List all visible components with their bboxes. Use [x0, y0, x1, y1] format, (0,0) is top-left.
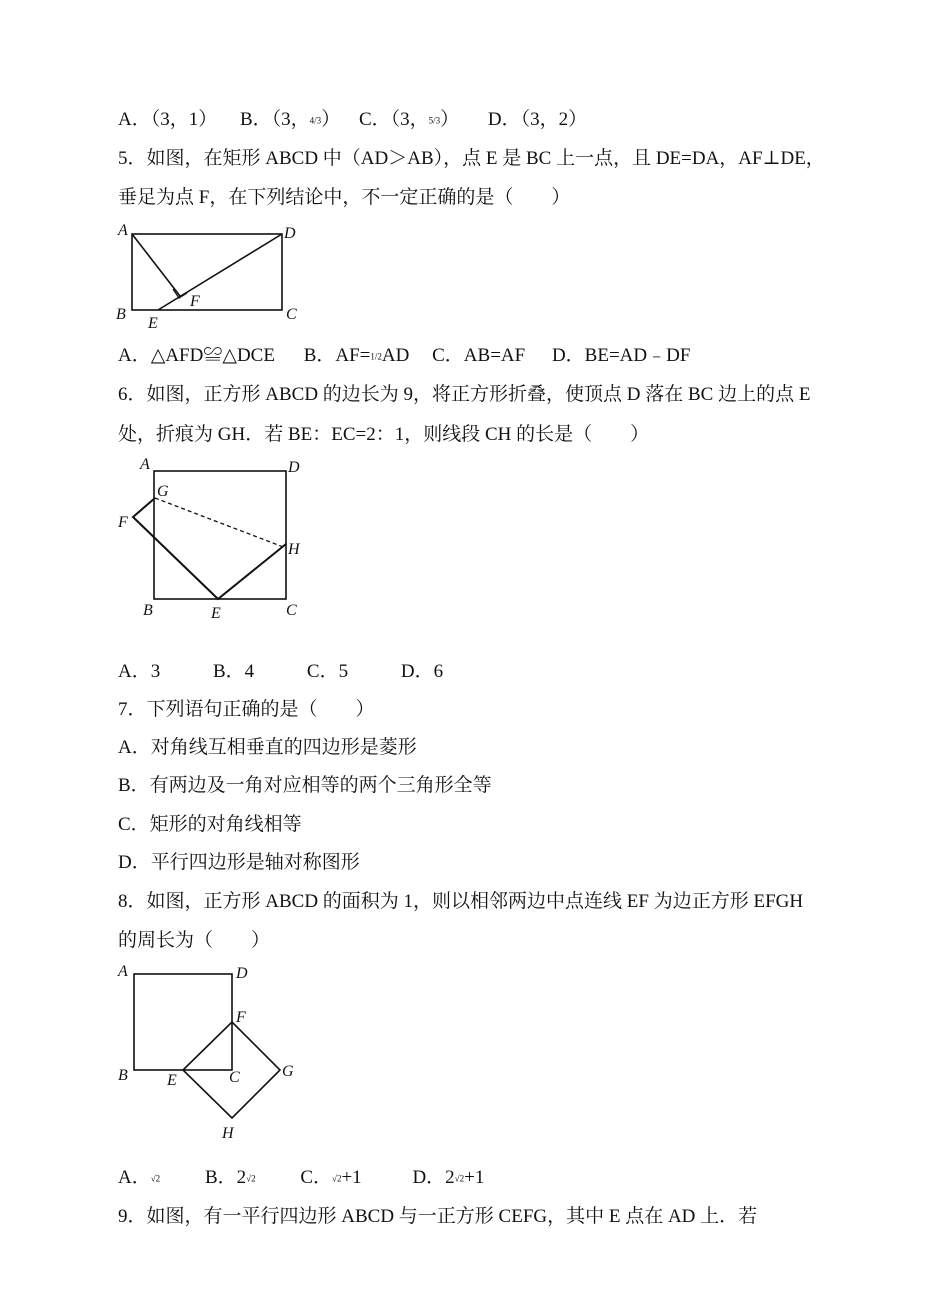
- q5-figure: [110, 218, 310, 338]
- q8-label-d: D: [236, 965, 248, 982]
- q6-label-g: G: [157, 483, 169, 500]
- q5-label-c: C: [286, 306, 297, 323]
- q8-options: [118, 1166, 484, 1191]
- q6-label-f: F: [118, 514, 128, 531]
- q7-stem: 7．下列语句正确的是（ ）: [118, 699, 375, 720]
- q8-option-d: D．2√2+1: [412, 1167, 485, 1188]
- q6-option-a: A．3: [118, 661, 161, 682]
- q4-options: [118, 108, 587, 133]
- q8-label-e: E: [167, 1072, 177, 1089]
- q6-figure: [110, 452, 320, 632]
- q8-label-f: F: [236, 1009, 246, 1026]
- q8-label-b: B: [118, 1067, 128, 1084]
- q5-options: [118, 344, 690, 369]
- q5-option-d: D．BE=AD﹣DF: [551, 345, 691, 366]
- q6-label-a: A: [140, 456, 150, 473]
- q6-label-d: D: [288, 459, 300, 476]
- q5-label-e: E: [148, 315, 158, 332]
- q6-option-d: D．6: [400, 661, 444, 682]
- q5-label-d: D: [284, 225, 296, 242]
- q4-option-c: C．（3，5/3）: [358, 109, 460, 130]
- q8-label-g: G: [282, 1063, 294, 1080]
- q8-option-c: C．√2+1: [300, 1167, 362, 1188]
- q7-option-d: D．平行四边形是轴对称图形: [118, 852, 360, 873]
- q8-stem-line2: 的周长为（ ）: [118, 930, 271, 951]
- q7-option-b: B．有两边及一角对应相等的两个三角形全等: [118, 775, 492, 796]
- q6-option-c: C．5: [306, 661, 349, 682]
- q5-option-c: C．AB=AF: [432, 345, 526, 366]
- q5-stem-line2: 垂足为点 F，在下列结论中，不一定正确的是（ ）: [118, 187, 571, 208]
- q5-stem-line1: 5．如图，在矩形 ABCD 中（AD＞AB），点 E 是 BC 上一点，且 DE=DA，AF⊥DE，: [118, 148, 825, 169]
- q7-option-c: C．矩形的对角线相等: [118, 814, 302, 835]
- q8-label-a: A: [118, 963, 128, 980]
- q7-option-a: A．对角线互相垂直的四边形是菱形: [118, 737, 417, 758]
- q5-label-a: A: [118, 222, 128, 239]
- q6-label-h: H: [288, 541, 300, 558]
- q6-label-e: E: [211, 605, 221, 622]
- q8-stem-line1: 8．如图，正方形 ABCD 的面积为 1，则以相邻两边中点连线 EF 为边正方形 EFGH: [118, 891, 804, 912]
- q8-option-a: A．√2: [118, 1167, 161, 1188]
- q5-label-b: B: [116, 306, 126, 323]
- q6-stem-line2: 处，折痕为 GH．若 BE：EC=2：1，则线段 CH 的长是（ ）: [118, 424, 650, 445]
- q6-stem-line1: 6．如图，正方形 ABCD 的边长为 9，将正方形折叠，使顶点 D 落在 BC 边上的点 E: [118, 384, 811, 405]
- q5-option-a: A．△AFD≌△DCE: [118, 345, 275, 366]
- q6-options: [118, 660, 443, 684]
- q8-label-h: H: [222, 1125, 234, 1142]
- q8-label-c: C: [229, 1069, 240, 1086]
- q4-option-b: B．（3，4/3）: [239, 109, 341, 130]
- q8-figure: [110, 958, 310, 1153]
- q9-stem-line1: 9．如图，有一平行四边形 ABCD 与一正方形 CEFG，其中 E 点在 AD 上．若: [118, 1206, 758, 1227]
- q4-option-a: A．（3，1）: [118, 109, 218, 130]
- q5-option-b: B．AF=1/2AD: [303, 345, 410, 366]
- q6-option-b: B．4: [212, 661, 255, 682]
- q6-label-c: C: [286, 602, 297, 619]
- q4-option-d: D．（3，2）: [487, 109, 588, 130]
- q6-label-b: B: [143, 602, 153, 619]
- q8-option-b: B．2√2: [204, 1167, 256, 1188]
- q5-label-f: F: [190, 293, 200, 310]
